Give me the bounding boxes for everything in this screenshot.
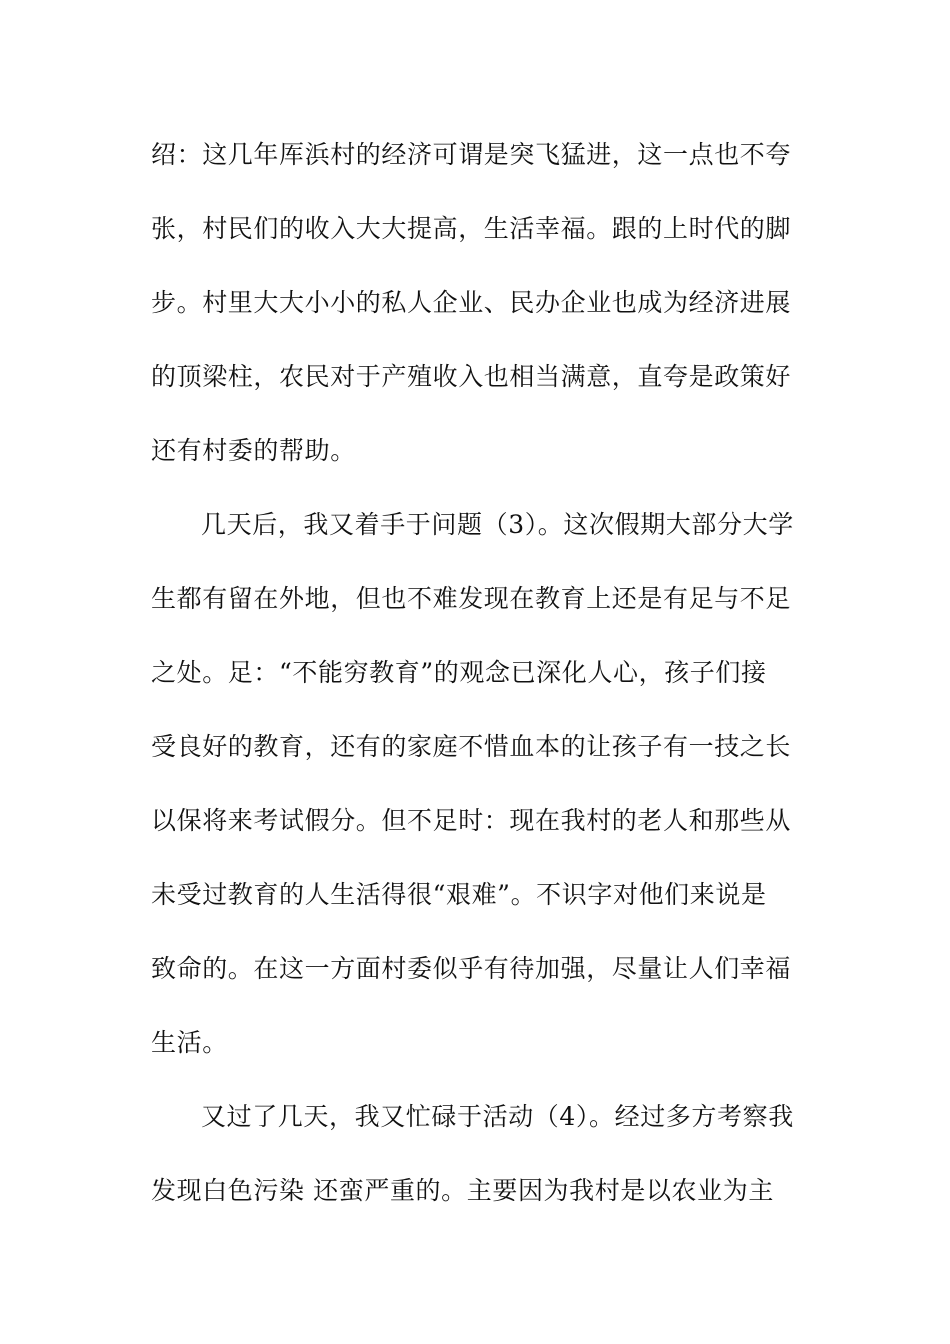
text-line: 张，村民们的收入大大提高，生活幸福。跟的上时代的脚 [151,214,792,243]
paragraph-start-line: 又过了几天，我又忙碌于活动（4）。经过多方考察我 [201,1102,794,1131]
text-line: 生活。 [151,1028,228,1057]
text-line: 之处。足：“不能穷教育”的观念已深化人心，孩子们接 [151,658,767,687]
text-line: 致命的。在这一方面村委似乎有待加强，尽量让人们幸福 [151,954,792,983]
text-line: 发现白色污染 还蛮严重的。主要因为我村是以农业为主 [151,1176,774,1205]
text-line: 绍：这几年厍浜村的经济可谓是突飞猛进，这一点也不夸 [151,140,792,169]
text-line: 步。村里大大小小的私人企业、民办企业也成为经济进展 [151,288,792,317]
text-line: 未受过教育的人生活得很“艰难”。不识字对他们来说是 [151,880,767,909]
text-line: 生都有留在外地，但也不难发现在教育上还是有足与不足 [151,584,792,613]
text-line: 以保将来考试假分。但不足时：现在我村的老人和那些从 [151,806,792,835]
text-line: 的顶梁柱，农民对于产殖收入也相当满意，直夸是政策好 [151,362,792,391]
text-line: 还有村委的帮助。 [151,436,356,465]
text-line: 受良好的教育，还有的家庭不惜血本的让孩子有一技之长 [151,732,792,761]
document-body [151,118,811,1228]
paragraph-start-line: 几天后，我又着手于问题（3）。这次假期大部分大学 [201,510,794,539]
